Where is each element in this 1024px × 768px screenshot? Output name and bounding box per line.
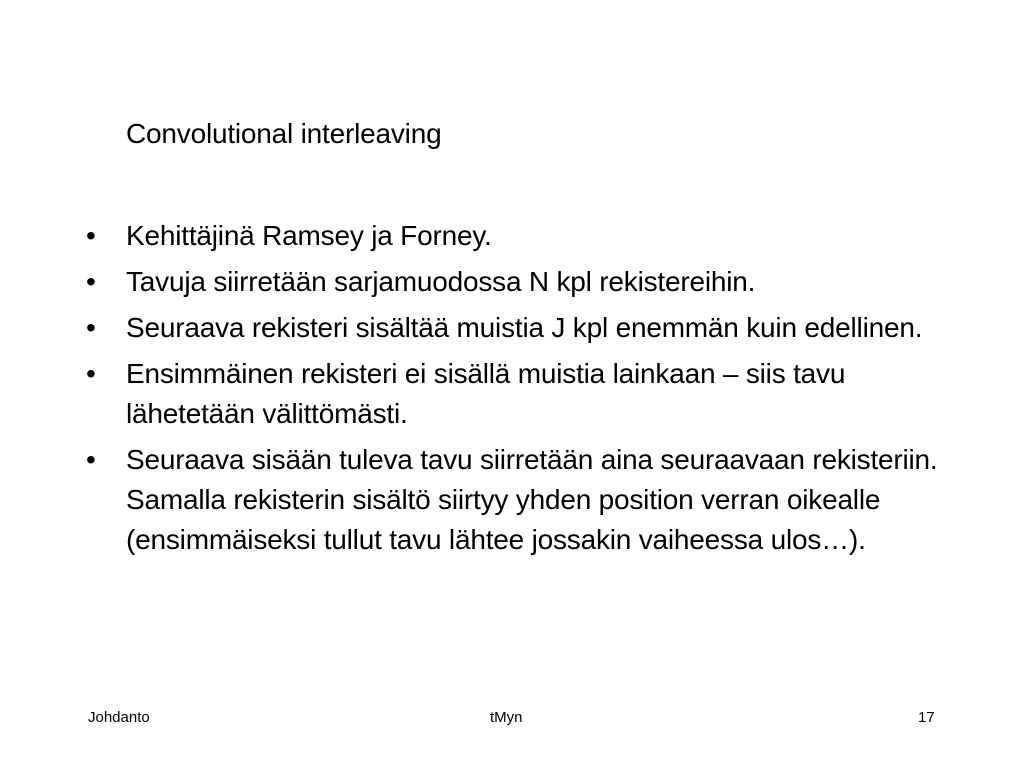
bullet-marker: •	[86, 358, 96, 389]
bullet-marker: •	[86, 220, 96, 251]
bullet-marker: •	[86, 312, 96, 343]
bullet-marker: •	[86, 266, 96, 297]
bullet-marker: •	[86, 444, 96, 475]
bullet-item-1	[86, 216, 966, 256]
bullet-item-3	[86, 308, 966, 348]
bullet-item-5	[86, 440, 966, 560]
bullet-item-2	[86, 262, 966, 302]
bullet-text: Kehittäjinä Ramsey ja Forney.	[126, 220, 492, 251]
bullet-text: Ensimmäinen rekisteri ei sisällä muistia lainkaan – siis tavu lähetetään välittömästi.	[126, 358, 846, 429]
bullet-text: Seuraava rekisteri sisältää muistia J kpl enemmän kuin edellinen.	[126, 312, 923, 343]
footer-page-number: 17	[918, 709, 935, 726]
footer-author: tMyn	[490, 709, 523, 726]
slide-title: Convolutional interleaving	[126, 118, 442, 149]
bullet-text: Tavuja siirretään sarjamuodossa N kpl rekistereihin.	[126, 266, 756, 297]
footer-section-name: Johdanto	[88, 709, 150, 726]
bullet-list	[86, 216, 966, 566]
bullet-text: Seuraava sisään tuleva tavu siirretään aina seuraavaan rekisteriin. Samalla rekisterin sisältö siirtyy yhden position verran oikealle (ensimmäiseksi tullut tavu lähtee jossakin vaiheessa ulos…).	[126, 444, 938, 555]
bullet-item-4	[86, 354, 966, 434]
